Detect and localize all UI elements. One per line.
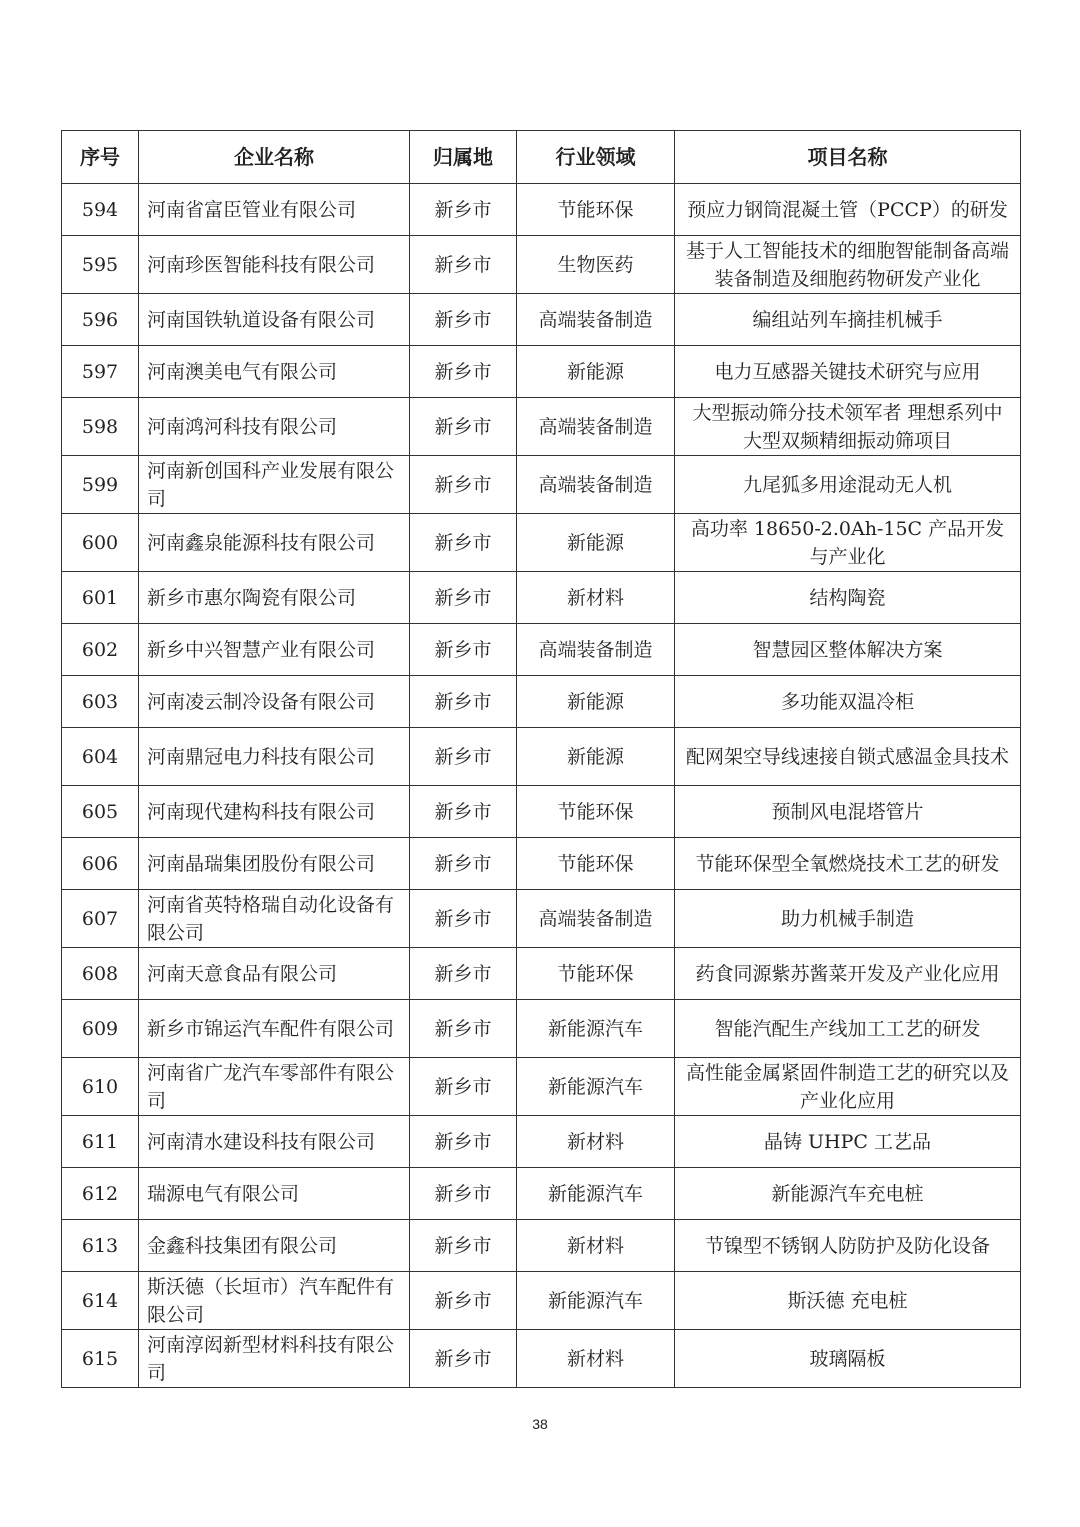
row-industry: 新能源汽车	[517, 1168, 675, 1220]
row-project-name: 斯沃德 充电桩	[675, 1272, 1021, 1330]
row-location: 新乡市	[410, 572, 517, 624]
row-project-name: 高性能金属紧固件制造工艺的研究以及产业化应用	[675, 1058, 1021, 1116]
table-row	[62, 890, 1021, 948]
row-project-name: 智能汽配生产线加工工艺的研发	[675, 1000, 1021, 1058]
row-location: 新乡市	[410, 1330, 517, 1388]
row-company-name: 河南鼎冠电力科技有限公司	[139, 728, 410, 786]
row-location: 新乡市	[410, 294, 517, 346]
row-project-name: 晶铸 UHPC 工艺品	[675, 1116, 1021, 1168]
row-location: 新乡市	[410, 728, 517, 786]
row-company-name: 河南淳闳新型材料科技有限公司	[139, 1330, 410, 1388]
row-seq: 603	[62, 676, 139, 728]
row-company-name: 河南省富臣管业有限公司	[139, 184, 410, 236]
row-company-name: 河南鑫泉能源科技有限公司	[139, 514, 410, 572]
table-row	[62, 1168, 1021, 1220]
row-project-name: 预制风电混塔管片	[675, 786, 1021, 838]
table-row	[62, 676, 1021, 728]
row-company-name: 瑞源电气有限公司	[139, 1168, 410, 1220]
row-project-name: 节能环保型全氧燃烧技术工艺的研发	[675, 838, 1021, 890]
row-project-name: 高功率 18650-2.0Ah-15C 产品开发与产业化	[675, 514, 1021, 572]
row-project-name: 结构陶瓷	[675, 572, 1021, 624]
row-industry: 新材料	[517, 1330, 675, 1388]
row-seq: 608	[62, 948, 139, 1000]
row-industry: 新能源	[517, 346, 675, 398]
row-location: 新乡市	[410, 1272, 517, 1330]
row-seq: 600	[62, 514, 139, 572]
table-header-row	[62, 131, 1021, 184]
row-industry: 高端装备制造	[517, 456, 675, 514]
table-row	[62, 514, 1021, 572]
row-industry: 高端装备制造	[517, 294, 675, 346]
row-industry: 新材料	[517, 1116, 675, 1168]
table-row	[62, 1220, 1021, 1272]
table-row	[62, 1116, 1021, 1168]
row-seq: 610	[62, 1058, 139, 1116]
row-company-name: 新乡市锦运汽车配件有限公司	[139, 1000, 410, 1058]
row-location: 新乡市	[410, 786, 517, 838]
row-company-name: 河南省英特格瑞自动化设备有限公司	[139, 890, 410, 948]
row-location: 新乡市	[410, 1168, 517, 1220]
table-row	[62, 1058, 1021, 1116]
table-row	[62, 948, 1021, 1000]
row-location: 新乡市	[410, 890, 517, 948]
row-location: 新乡市	[410, 624, 517, 676]
row-project-name: 智慧园区整体解决方案	[675, 624, 1021, 676]
row-seq: 595	[62, 236, 139, 294]
table-row	[62, 786, 1021, 838]
row-project-name: 基于人工智能技术的细胞智能制备高端装备制造及细胞药物研发产业化	[675, 236, 1021, 294]
row-project-name: 新能源汽车充电桩	[675, 1168, 1021, 1220]
table-row	[62, 624, 1021, 676]
header-location: 归属地	[410, 131, 517, 184]
row-location: 新乡市	[410, 1000, 517, 1058]
row-project-name: 配网架空导线速接自锁式感温金具技术	[675, 728, 1021, 786]
row-location: 新乡市	[410, 514, 517, 572]
row-location: 新乡市	[410, 184, 517, 236]
table-row	[62, 728, 1021, 786]
row-industry: 节能环保	[517, 184, 675, 236]
row-project-name: 节镍型不锈钢人防防护及防化设备	[675, 1220, 1021, 1272]
row-seq: 605	[62, 786, 139, 838]
row-company-name: 河南新创国科产业发展有限公司	[139, 456, 410, 514]
row-industry: 新能源	[517, 728, 675, 786]
row-seq: 599	[62, 456, 139, 514]
row-company-name: 河南省广龙汽车零部件有限公司	[139, 1058, 410, 1116]
row-project-name: 预应力钢筒混凝土管（PCCP）的研发	[675, 184, 1021, 236]
row-industry: 生物医药	[517, 236, 675, 294]
row-seq: 594	[62, 184, 139, 236]
row-industry: 新能源	[517, 676, 675, 728]
row-seq: 602	[62, 624, 139, 676]
table-row	[62, 456, 1021, 514]
row-seq: 596	[62, 294, 139, 346]
row-location: 新乡市	[410, 456, 517, 514]
row-location: 新乡市	[410, 346, 517, 398]
table-body	[62, 184, 1021, 1388]
row-location: 新乡市	[410, 676, 517, 728]
header-project-name: 项目名称	[675, 131, 1021, 184]
row-company-name: 河南国铁轨道设备有限公司	[139, 294, 410, 346]
row-company-name: 河南天意食品有限公司	[139, 948, 410, 1000]
row-company-name: 河南清水建设科技有限公司	[139, 1116, 410, 1168]
row-seq: 607	[62, 890, 139, 948]
page-number: 38	[532, 1416, 548, 1432]
table-row	[62, 236, 1021, 294]
row-company-name: 河南珍医智能科技有限公司	[139, 236, 410, 294]
row-project-name: 多功能双温冷柜	[675, 676, 1021, 728]
row-seq: 597	[62, 346, 139, 398]
row-industry: 高端装备制造	[517, 890, 675, 948]
table-row	[62, 1330, 1021, 1388]
table-row	[62, 398, 1021, 456]
table-row	[62, 838, 1021, 890]
row-seq: 612	[62, 1168, 139, 1220]
row-project-name: 玻璃隔板	[675, 1330, 1021, 1388]
row-industry: 新能源汽车	[517, 1272, 675, 1330]
row-seq: 601	[62, 572, 139, 624]
row-location: 新乡市	[410, 1220, 517, 1272]
table-row	[62, 294, 1021, 346]
row-project-name: 九尾狐多用途混动无人机	[675, 456, 1021, 514]
row-location: 新乡市	[410, 948, 517, 1000]
row-company-name: 河南现代建构科技有限公司	[139, 786, 410, 838]
row-seq: 614	[62, 1272, 139, 1330]
row-industry: 新能源	[517, 514, 675, 572]
row-seq: 613	[62, 1220, 139, 1272]
row-location: 新乡市	[410, 398, 517, 456]
row-industry: 节能环保	[517, 786, 675, 838]
row-industry: 高端装备制造	[517, 624, 675, 676]
header-seq: 序号	[62, 131, 139, 184]
row-project-name: 大型振动筛分技术领军者 理想系列中大型双频精细振动筛项目	[675, 398, 1021, 456]
row-company-name: 金鑫科技集团有限公司	[139, 1220, 410, 1272]
row-project-name: 电力互感器关键技术研究与应用	[675, 346, 1021, 398]
row-company-name: 河南晶瑞集团股份有限公司	[139, 838, 410, 890]
row-seq: 609	[62, 1000, 139, 1058]
row-company-name: 河南鸿河科技有限公司	[139, 398, 410, 456]
row-industry: 新材料	[517, 1220, 675, 1272]
row-industry: 新能源汽车	[517, 1058, 675, 1116]
row-industry: 新能源汽车	[517, 1000, 675, 1058]
table-row	[62, 572, 1021, 624]
table-row	[62, 184, 1021, 236]
header-industry: 行业领域	[517, 131, 675, 184]
row-seq: 606	[62, 838, 139, 890]
row-company-name: 河南凌云制冷设备有限公司	[139, 676, 410, 728]
row-company-name: 斯沃德（长垣市）汽车配件有限公司	[139, 1272, 410, 1330]
row-company-name: 新乡中兴智慧产业有限公司	[139, 624, 410, 676]
row-seq: 604	[62, 728, 139, 786]
row-seq: 611	[62, 1116, 139, 1168]
row-project-name: 药食同源紫苏酱菜开发及产业化应用	[675, 948, 1021, 1000]
header-company-name: 企业名称	[139, 131, 410, 184]
row-industry: 新材料	[517, 572, 675, 624]
row-location: 新乡市	[410, 1116, 517, 1168]
table-row	[62, 1272, 1021, 1330]
row-location: 新乡市	[410, 838, 517, 890]
enterprise-project-table	[61, 130, 1021, 1388]
row-company-name: 河南澳美电气有限公司	[139, 346, 410, 398]
row-location: 新乡市	[410, 1058, 517, 1116]
row-industry: 节能环保	[517, 838, 675, 890]
row-seq: 598	[62, 398, 139, 456]
table-row	[62, 1000, 1021, 1058]
row-seq: 615	[62, 1330, 139, 1388]
row-company-name: 新乡市惠尔陶瓷有限公司	[139, 572, 410, 624]
row-industry: 节能环保	[517, 948, 675, 1000]
row-industry: 高端装备制造	[517, 398, 675, 456]
row-project-name: 助力机械手制造	[675, 890, 1021, 948]
row-project-name: 编组站列车摘挂机械手	[675, 294, 1021, 346]
table-row	[62, 346, 1021, 398]
row-location: 新乡市	[410, 236, 517, 294]
